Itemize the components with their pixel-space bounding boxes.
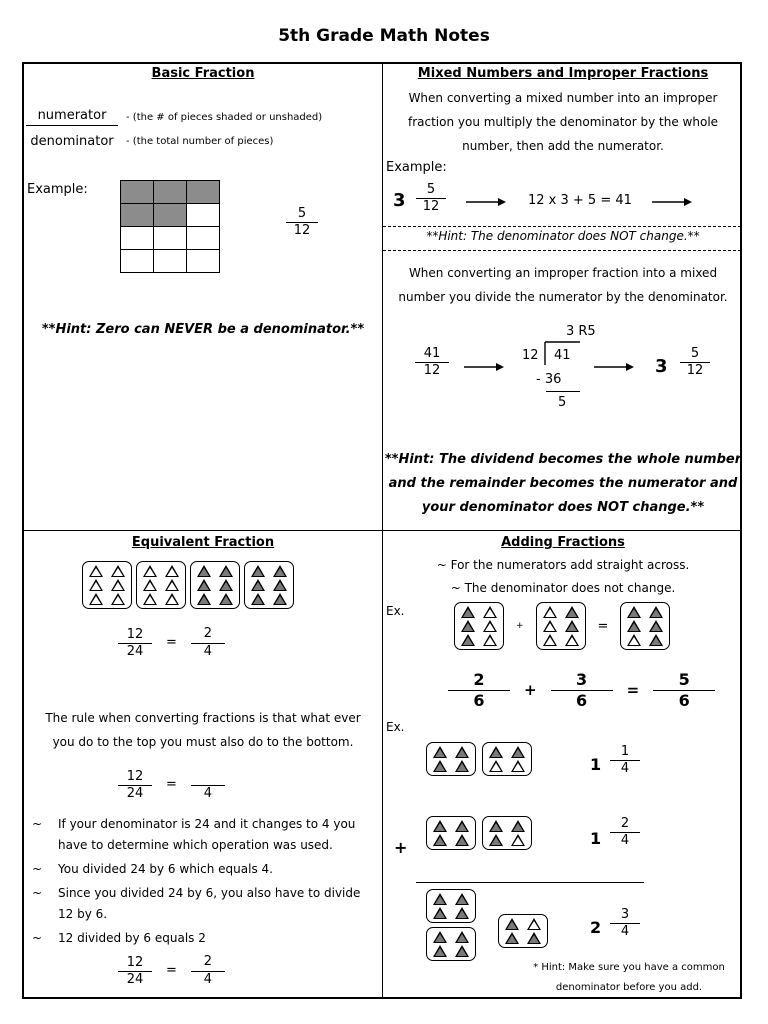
equation-row	[118, 954, 225, 987]
triangle-group-box	[454, 602, 504, 650]
list-item	[32, 928, 378, 949]
result-fraction	[678, 346, 712, 378]
shaded-triangle-icon	[197, 593, 211, 605]
common-denominator-hint	[516, 958, 742, 998]
empty-triangle-icon	[111, 593, 125, 605]
empty-triangle-icon	[483, 606, 497, 618]
shaded-triangle-icon	[251, 593, 265, 605]
triangle-box-group	[426, 889, 476, 961]
grid-row	[121, 227, 220, 250]
division-line	[546, 391, 580, 392]
division-quotient: 3 R5	[566, 324, 596, 339]
addition-row-1	[426, 742, 630, 776]
addition-example-1	[454, 602, 670, 650]
right-arrow-icon	[592, 360, 636, 374]
fraction-numerator: 12	[126, 954, 144, 970]
fraction	[191, 768, 225, 801]
shaded-triangle-icon	[455, 931, 469, 943]
fraction-denominator: 4	[620, 761, 630, 776]
shaded-triangle-icon	[565, 620, 579, 632]
equivalent-rule	[24, 706, 382, 754]
denominator-desc: - (the total number of pieces)	[126, 136, 274, 147]
shaded-triangle-icon	[505, 918, 519, 930]
numerator-desc: - (the # of pieces shaded or unshaded)	[126, 112, 323, 123]
text-line: When converting an improper fraction into a mixed	[408, 266, 718, 280]
fraction	[653, 670, 715, 710]
empty-triangle-icon	[511, 834, 525, 846]
addition-row-2	[426, 816, 630, 850]
fraction-denominator: 24	[126, 643, 144, 659]
shaded-triangle-icon	[527, 932, 541, 944]
fraction-numerator: 3	[576, 670, 588, 689]
equals-sign: =	[626, 681, 640, 699]
triangle-group-box	[482, 742, 532, 776]
shaded-cell	[187, 181, 220, 204]
empty-triangle-icon	[111, 579, 125, 591]
shaded-triangle-icon	[455, 834, 469, 846]
bullet-icon: ~	[32, 817, 43, 831]
text-line: your denominator does NOT change.**	[421, 500, 705, 515]
fraction	[118, 769, 152, 801]
shaded-triangle-icon	[251, 579, 265, 591]
fraction-numerator: 12	[126, 626, 144, 642]
fraction-numerator: 5	[297, 206, 307, 221]
grid-row	[121, 250, 220, 273]
empty-triangle-icon	[543, 620, 557, 632]
text-line: When converting a mixed number into an improper	[408, 91, 718, 105]
text-line: ~ For the numerators add straight across.	[436, 558, 690, 572]
shaded-triangle-icon	[455, 907, 469, 919]
fraction-numerator: 5	[426, 182, 436, 197]
shaded-cell	[154, 181, 187, 204]
empty-cell	[187, 204, 220, 227]
fraction-denominator: 6	[576, 691, 588, 710]
mixed-whole: 2	[590, 918, 602, 937]
list-item-text	[58, 859, 273, 880]
shaded-triangle-icon	[627, 606, 641, 618]
shaded-triangle-icon	[433, 945, 447, 957]
fraction-numerator: 2	[473, 670, 485, 689]
list-item-text	[58, 814, 355, 856]
result-whole: 3	[655, 356, 668, 377]
empty-cell	[121, 250, 154, 273]
equals-sign: =	[166, 963, 177, 978]
list-item	[32, 814, 378, 856]
text-line: and the remainder becomes the numerator and	[388, 476, 738, 491]
shaded-triangle-icon	[455, 893, 469, 905]
equals-sign: =	[166, 635, 177, 650]
shaded-triangle-icon	[219, 593, 233, 605]
shaded-triangle-icon	[455, 760, 469, 772]
triangle-box-group	[426, 816, 532, 850]
text-line: If your denominator is 24 and it changes to 4 you	[58, 817, 356, 831]
empty-triangle-icon	[143, 565, 157, 577]
fraction-denominator: 4	[203, 972, 213, 987]
shaded-triangle-icon	[489, 746, 503, 758]
shaded-triangle-icon	[649, 634, 663, 646]
fraction	[191, 954, 225, 987]
shaded-triangle-icon	[433, 746, 447, 758]
text-line: you do to the top you must also do to the bottom.	[52, 735, 354, 749]
dashed-divider	[383, 226, 741, 227]
division-divisor: 12	[522, 348, 539, 363]
text-line: have to determine which operation was used.	[58, 838, 333, 852]
grid-row	[121, 181, 220, 204]
dividend-hint	[384, 448, 742, 520]
fraction-denominator: 4	[203, 786, 213, 801]
mixed-example-label: Example:	[386, 160, 447, 175]
list-item-text	[58, 928, 206, 949]
shaded-triangle-icon	[511, 820, 525, 832]
fraction	[448, 670, 510, 710]
shaded-triangle-icon	[489, 834, 503, 846]
shaded-triangle-icon	[433, 907, 447, 919]
shaded-triangle-icon	[511, 746, 525, 758]
triangle-group-box	[244, 561, 294, 609]
improper-intro	[384, 261, 742, 309]
fraction-numerator: 12	[126, 768, 144, 784]
bullet-icon: ~	[32, 886, 43, 900]
empty-triangle-icon	[89, 565, 103, 577]
shaded-triangle-icon	[197, 565, 211, 577]
empty-triangle-icon	[143, 593, 157, 605]
right-arrow-icon	[650, 195, 694, 209]
numerator-label: numerator	[26, 108, 118, 126]
adding-rules	[384, 554, 742, 600]
plus-sign: +	[394, 838, 408, 857]
shaded-triangle-icon	[489, 820, 503, 832]
denominator-hint: **Hint: The denominator does NOT change.**	[426, 229, 700, 243]
mixed-whole: 1	[590, 829, 602, 848]
example-label: Ex.	[386, 720, 405, 734]
mixed-whole: 1	[590, 755, 602, 774]
text-line: The rule when converting fractions is that what ever	[45, 711, 361, 725]
text-line: You divided 24 by 6 which equals 4.	[58, 862, 273, 876]
shaded-triangle-icon	[219, 565, 233, 577]
equation-row	[118, 626, 225, 659]
list-item-text	[58, 883, 360, 925]
basic-fraction	[282, 206, 322, 238]
empty-triangle-icon	[143, 579, 157, 591]
shaded-triangle-icon	[461, 606, 475, 618]
empty-cell	[187, 227, 220, 250]
bullet-icon: ~	[32, 862, 43, 876]
list-item	[32, 883, 378, 925]
fraction-denominator: 24	[126, 971, 144, 987]
empty-triangle-icon	[543, 634, 557, 646]
empty-triangle-icon	[165, 579, 179, 591]
bullet-icon: ~	[32, 931, 43, 945]
list-item	[32, 859, 378, 880]
equivalent-equation-1	[118, 626, 225, 659]
empty-triangle-icon	[89, 579, 103, 591]
fraction-numerator: 2	[203, 954, 213, 969]
text-line: number, then add the numerator.	[462, 139, 664, 153]
fraction-denominator: 12	[423, 363, 441, 378]
empty-triangle-icon	[565, 634, 579, 646]
triangle-group-box	[426, 927, 476, 961]
equivalent-triangle-boxes	[82, 561, 294, 609]
fraction-denominator: 6	[678, 691, 690, 710]
equals-sign: =	[597, 618, 609, 634]
division-remainder: 5	[558, 395, 567, 410]
triangle-group-box	[426, 889, 476, 923]
shaded-triangle-icon	[627, 620, 641, 632]
text-line: ~ The denominator does not change.	[450, 581, 676, 595]
shaded-triangle-icon	[273, 565, 287, 577]
empty-triangle-icon	[483, 634, 497, 646]
empty-triangle-icon	[165, 593, 179, 605]
triangle-group-box	[482, 816, 532, 850]
text-line: **Hint: The dividend becomes the whole number	[384, 452, 742, 467]
shaded-triangle-icon	[433, 820, 447, 832]
fraction-numerator: 5	[678, 670, 690, 689]
fraction-denominator: 4	[620, 833, 630, 848]
empty-cell	[187, 250, 220, 273]
shaded-triangle-icon	[455, 945, 469, 957]
triangle-group-box	[426, 742, 476, 776]
text-line: 12 divided by 6 equals 2	[58, 931, 206, 945]
empty-triangle-icon	[489, 760, 503, 772]
equals-sign: =	[166, 777, 177, 792]
fraction-denominator: 6	[473, 691, 485, 710]
fraction-numerator: 41	[423, 346, 441, 361]
basic-fraction-title: Basic Fraction	[151, 66, 255, 81]
right-arrow-icon	[464, 195, 508, 209]
fraction-numerator: 5	[690, 346, 700, 361]
equivalent-steps-list	[32, 814, 378, 952]
fraction-numerator: 1	[620, 744, 630, 759]
fraction-denominator: 4	[203, 644, 213, 659]
triangle-group-box	[136, 561, 186, 609]
shaded-triangle-icon	[565, 606, 579, 618]
fraction-denominator: 12	[422, 199, 440, 214]
fraction	[191, 626, 225, 659]
fraction	[610, 744, 640, 776]
shaded-triangle-icon	[455, 746, 469, 758]
division-dividend: 41	[554, 348, 571, 363]
shaded-triangle-icon	[433, 893, 447, 905]
triangle-box-group	[426, 742, 532, 776]
shaded-triangle-icon	[433, 760, 447, 772]
shaded-triangle-icon	[505, 932, 519, 944]
text-line: denominator before you add.	[555, 982, 703, 993]
shaded-triangle-icon	[433, 931, 447, 943]
text-line: 12 by 6.	[58, 907, 108, 921]
shaded-grid	[120, 180, 220, 273]
shaded-triangle-icon	[273, 579, 287, 591]
basic-example-label: Example:	[27, 182, 88, 197]
denominator-label: denominator	[30, 134, 114, 149]
empty-cell	[154, 227, 187, 250]
triangle-group-box	[190, 561, 240, 609]
text-line: fraction you multiply the denominator by the whole	[407, 115, 719, 129]
zero-hint: **Hint: Zero can NEVER be a denominator.**	[41, 322, 365, 337]
text-line: number you divide the numerator by the denominator.	[398, 290, 728, 304]
sum-line	[416, 882, 644, 883]
empty-triangle-icon	[511, 760, 525, 772]
shaded-cell	[121, 204, 154, 227]
mixed-numbers-title: Mixed Numbers and Improper Fractions	[417, 66, 709, 81]
plus-sign: +	[524, 681, 537, 699]
equivalent-fraction-title: Equivalent Fraction	[131, 535, 275, 550]
dashed-divider	[383, 250, 741, 251]
shaded-triangle-icon	[461, 634, 475, 646]
fraction	[551, 670, 613, 710]
equivalent-equation-2	[118, 768, 225, 801]
shaded-triangle-icon	[219, 579, 233, 591]
grid-row	[121, 204, 220, 227]
empty-triangle-icon	[111, 565, 125, 577]
empty-cell	[154, 250, 187, 273]
triangle-group-box	[82, 561, 132, 609]
row-divider	[22, 530, 742, 531]
fraction-numerator: 2	[203, 626, 213, 641]
fraction-denominator: 12	[686, 363, 704, 378]
empty-cell	[121, 227, 154, 250]
plus-sign: +	[516, 621, 524, 631]
shaded-cell	[121, 181, 154, 204]
fraction	[610, 816, 640, 848]
fraction-numerator: 3	[620, 907, 630, 922]
fraction	[118, 955, 152, 987]
page-title: 5th Grade Math Notes	[278, 26, 490, 46]
improper-fraction	[414, 346, 450, 378]
empty-triangle-icon	[527, 918, 541, 930]
empty-triangle-icon	[165, 565, 179, 577]
shaded-triangle-icon	[251, 565, 265, 577]
shaded-triangle-icon	[455, 820, 469, 832]
fraction	[118, 627, 152, 659]
text-line: * Hint: Make sure you have a common	[533, 962, 725, 973]
adding-fractions-title: Adding Fractions	[501, 535, 625, 550]
shaded-triangle-icon	[273, 593, 287, 605]
empty-triangle-icon	[89, 593, 103, 605]
fraction-denominator: 24	[126, 785, 144, 801]
division-subtract: - 36	[536, 372, 562, 387]
fraction-denominator: 12	[293, 223, 311, 238]
shaded-triangle-icon	[649, 620, 663, 632]
fraction-denominator: 4	[620, 924, 630, 939]
right-arrow-icon	[462, 360, 506, 374]
empty-triangle-icon	[543, 606, 557, 618]
shaded-cell	[154, 204, 187, 227]
shaded-triangle-icon	[433, 834, 447, 846]
empty-triangle-icon	[483, 620, 497, 632]
triangle-group-box	[498, 914, 548, 948]
mixed-fraction	[414, 182, 448, 214]
addition-equation-1	[448, 670, 715, 710]
shaded-triangle-icon	[649, 606, 663, 618]
mixed-equation: 12 x 3 + 5 = 41	[528, 193, 632, 208]
mixed-intro	[384, 86, 742, 158]
triangle-group-box	[620, 602, 670, 650]
example-label: Ex.	[386, 604, 405, 618]
shaded-triangle-icon	[461, 620, 475, 632]
addition-sum	[426, 889, 630, 961]
mixed-whole: 3	[393, 190, 406, 211]
triangle-group-box	[426, 816, 476, 850]
shaded-triangle-icon	[197, 579, 211, 591]
triangle-group-box	[536, 602, 586, 650]
equivalent-equation-3	[118, 954, 225, 987]
equation-row	[118, 768, 225, 801]
fraction-numerator: 2	[620, 816, 630, 831]
text-line: Since you divided 24 by 6, you also have to divide	[58, 886, 361, 900]
fraction	[610, 907, 640, 939]
empty-triangle-icon	[627, 634, 641, 646]
